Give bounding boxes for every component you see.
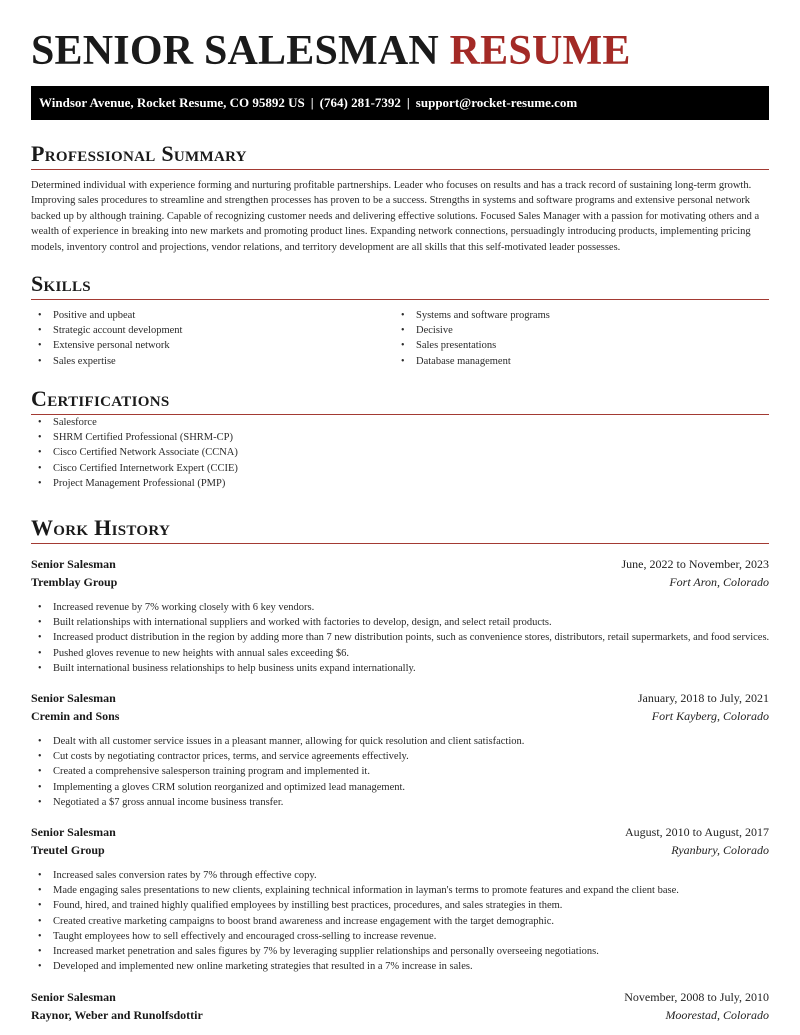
job-bullet: • Built relationships with international suppliers and worked with factories to develop, design, and select retail products. (31, 615, 769, 630)
skills-list-left (31, 308, 394, 369)
summary-text: Determined individual with experience forming and nurturing profitable partnerships. Leader who focuses on results and has a track record of sustaining long-term growth. Improving sales procedures to streamline and strengthen processes has proven to be a success. Strengths in systems and software programs and extensive personal network backed up by although training. Capable of recognizing customer needs and delivering effective solutions. Focused Sales Manager with a passion for motivating others and a wealth of experience in breaking into new markets and promoting product lines. Expanding network connections, persuadingly introducing products, implementing pricing models, inventory control and projections, vendor relations, and territory development are all skills that this self-motivated leader possesses. (31, 180, 760, 253)
contact-separator: | (310, 95, 314, 110)
skill-item: • Extensive personal network (31, 338, 394, 353)
work-history-heading: Work History (31, 514, 769, 544)
skill-item: • Strategic account development (31, 323, 394, 338)
skill-item: • Decisive (394, 323, 757, 338)
skills-heading: Skills (31, 270, 769, 300)
skill-item: • Systems and software programs (394, 308, 757, 323)
contact-bar (31, 86, 769, 120)
summary-section (31, 140, 769, 255)
job-bullet: • Implementing a gloves CRM solution reorganized and optimized lead management. (31, 780, 769, 795)
job-bullet: • Developed and implemented new online marketing strategies that resulted in a 7% increase in sales. (31, 959, 769, 974)
certification-item: • SHRM Certified Professional (SHRM-CP) (31, 430, 769, 445)
title-accent: RESUME (449, 28, 631, 74)
skill-item: • Sales expertise (31, 354, 394, 369)
work-history-section (31, 514, 769, 544)
contact-separator: | (406, 95, 410, 110)
skills-list-right (394, 308, 757, 369)
title-main: SENIOR SALESMAN (31, 28, 439, 74)
job-company: Raynor, Weber and Runolfsdottir (31, 1008, 203, 1022)
job-company: Cremin and Sons (31, 709, 120, 723)
job-dates: August, 2010 to August, 2017 (624, 825, 769, 839)
job-bullet: • Taught employees how to sell effectively and encouraged cross-selling to increase revenue. (31, 929, 769, 944)
job-location: Ryanbury, Colorado (671, 843, 769, 857)
job-bullet: • Created a comprehensive salesperson training program and implemented it. (31, 764, 769, 779)
job-bullet: • Cut costs by negotiating contractor prices, terms, and service agreements effectively. (31, 749, 769, 764)
contact-address: Windsor Avenue, Rocket Resume, CO 95892 US (39, 95, 305, 110)
job-title: Senior Salesman (31, 825, 116, 839)
job-location: Fort Aron, Colorado (669, 575, 769, 589)
resume-title (31, 29, 631, 73)
job-bullet: • Negotiated a $7 gross annual income business transfer. (31, 795, 769, 810)
certification-item: • Cisco Certified Network Associate (CCNA) (31, 445, 769, 460)
job-dates: June, 2022 to November, 2023 (621, 557, 769, 571)
job-bullet: • Dealt with all customer service issues in a pleasant manner, allowing for quick resolution and client satisfaction. (31, 734, 769, 749)
job-entry (31, 988, 769, 1024)
job-bullets (31, 600, 769, 676)
certification-item: • Cisco Certified Internetwork Expert (CCIE) (31, 461, 769, 476)
certifications-list (31, 415, 769, 491)
certifications-section (31, 385, 769, 491)
job-bullet: • Increased sales conversion rates by 7% through effective copy. (31, 868, 769, 883)
job-bullets (31, 734, 769, 810)
skill-item: • Positive and upbeat (31, 308, 394, 323)
job-company: Treutel Group (31, 843, 105, 857)
job-bullet: • Built international business relationships to help business units expand internationally. (31, 661, 769, 676)
contact-phone[interactable]: (764) 281-7392 (319, 95, 401, 110)
skill-item: • Database management (394, 354, 757, 369)
skill-item: • Sales presentations (394, 338, 757, 353)
job-bullet: • Pushed gloves revenue to new heights with annual sales exceeding $6. (31, 646, 769, 661)
job-bullet: • Increased revenue by 7% working closely with 6 key vendors. (31, 600, 769, 615)
certification-item: • Project Management Professional (PMP) (31, 476, 769, 491)
certifications-heading: Certifications (31, 385, 769, 415)
skills-section (31, 270, 769, 369)
job-bullet: • Created creative marketing campaigns to boost brand awareness and increase engagement with the target demographic. (31, 914, 769, 929)
job-location: Moorestad, Colorado (665, 1008, 769, 1022)
job-title: Senior Salesman (31, 557, 116, 571)
job-bullets (31, 868, 769, 974)
job-title: Senior Salesman (31, 990, 116, 1004)
job-bullet: • Increased market penetration and sales figures by 7% by leveraging supplier relationships and personally overseeing negotiations. (31, 944, 769, 959)
job-location: Fort Kayberg, Colorado (651, 709, 769, 723)
job-bullet: • Found, hired, and trained highly qualified employees by instilling best practices, procedures, and sales strategies in them. (31, 898, 769, 913)
job-bullet: • Made engaging sales presentations to new clients, explaining technical information in layman's terms to promote features and expand the client base. (31, 883, 769, 898)
job-entry (31, 823, 769, 974)
job-bullet: • Increased product distribution in the region by adding more than 7 new distribution points, such as convenience stores, distributors, retail supermarkets, and food services. (31, 630, 769, 645)
job-title: Senior Salesman (31, 691, 116, 705)
job-entry (31, 555, 769, 676)
job-dates: January, 2018 to July, 2021 (637, 691, 769, 705)
job-entry (31, 689, 769, 810)
summary-heading: Professional Summary (31, 140, 769, 170)
job-dates: November, 2008 to July, 2010 (624, 990, 769, 1004)
contact-email[interactable]: support@rocket-resume.com (415, 95, 578, 110)
certification-item: • Salesforce (31, 415, 769, 430)
job-company: Tremblay Group (31, 575, 118, 589)
